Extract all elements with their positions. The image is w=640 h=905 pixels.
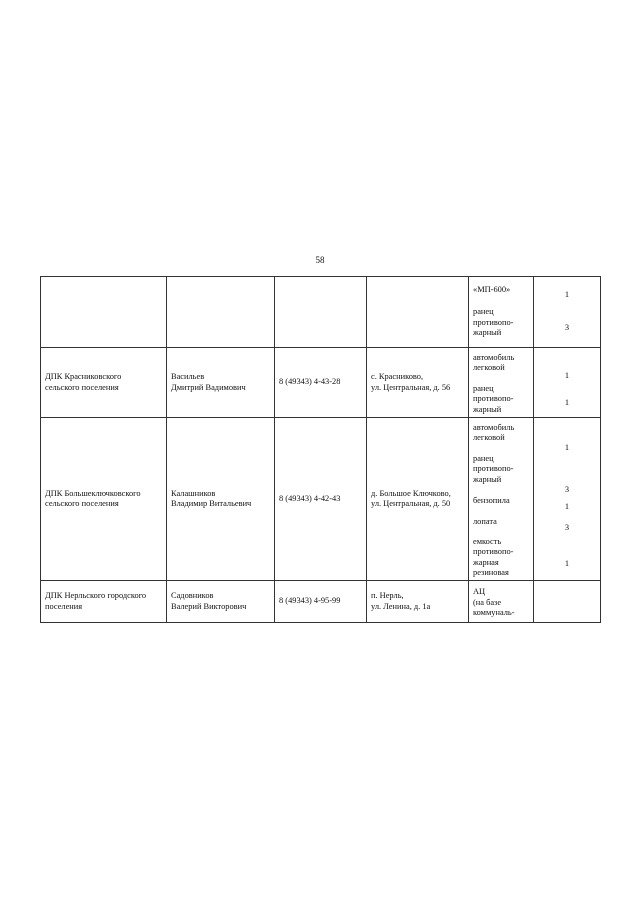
quantity-value: 1	[564, 397, 570, 407]
org-cell	[41, 277, 167, 348]
quantity-cell	[534, 348, 601, 418]
quantity-value: 3	[564, 323, 570, 333]
equipment-item: ранец противопо- жарный	[473, 383, 514, 414]
org-cell: ДПК Большеключковского сельского поселения	[41, 418, 167, 581]
quantity-cell	[534, 581, 601, 623]
head-cell	[167, 277, 275, 348]
org-cell: ДПК Красниковского сельского поселения	[41, 348, 167, 418]
quantity-value: 1	[564, 370, 570, 380]
equipment-item: емкость противопо- жарная резиновая	[473, 536, 514, 577]
quantity-value: 1	[564, 501, 570, 511]
address-cell: с. Красниково, ул. Центральная, д. 56	[367, 348, 469, 418]
quantity-value: 1	[564, 442, 570, 452]
quantity-cell	[534, 418, 601, 581]
org-cell: ДПК Нерльского городского поселения	[41, 581, 167, 623]
page-number: 58	[315, 255, 325, 265]
table-row	[41, 277, 601, 348]
equipment-cell	[469, 348, 534, 418]
quantity-cell	[534, 277, 601, 348]
fire-brigade-table	[40, 276, 601, 623]
head-cell: Калашников Владимир Витальевич	[167, 418, 275, 581]
equipment-cell	[469, 581, 534, 623]
equipment-item: ранец противопо- жарный	[473, 307, 514, 338]
phone-cell	[275, 277, 367, 348]
equipment-item: автомобиль легковой	[473, 422, 515, 442]
head-cell: Васильев Дмитрий Вадимович	[167, 348, 275, 418]
equipment-item: автомобиль легковой	[473, 352, 515, 373]
address-cell	[367, 277, 469, 348]
phone-cell: 8 (49343) 4-43-28	[275, 348, 367, 418]
equipment-item: ранец противопо- жарный	[473, 453, 514, 484]
equipment-item: бензопила	[473, 495, 510, 505]
quantity-value: 1	[564, 558, 570, 568]
phone-cell: 8 (49343) 4-42-43	[275, 418, 367, 581]
equipment-item: «МП-600»	[473, 285, 511, 295]
table-row	[41, 581, 601, 623]
equipment-cell	[469, 418, 534, 581]
address-cell: п. Нерль, ул. Ленина, д. 1а	[367, 581, 469, 623]
quantity-value: 3	[564, 522, 570, 532]
equipment-item: лопата	[473, 516, 497, 526]
quantity-value: 3	[564, 484, 570, 494]
equipment-item: АЦ (на базе коммуналь-	[473, 587, 515, 618]
address-cell: д. Большое Ключково, ул. Центральная, д. 50	[367, 418, 469, 581]
head-cell: Садовников Валерий Викторович	[167, 581, 275, 623]
table-row	[41, 348, 601, 418]
quantity-value: 1	[564, 290, 570, 300]
equipment-cell	[469, 277, 534, 348]
table-row	[41, 418, 601, 581]
phone-cell: 8 (49343) 4-95-99	[275, 581, 367, 623]
